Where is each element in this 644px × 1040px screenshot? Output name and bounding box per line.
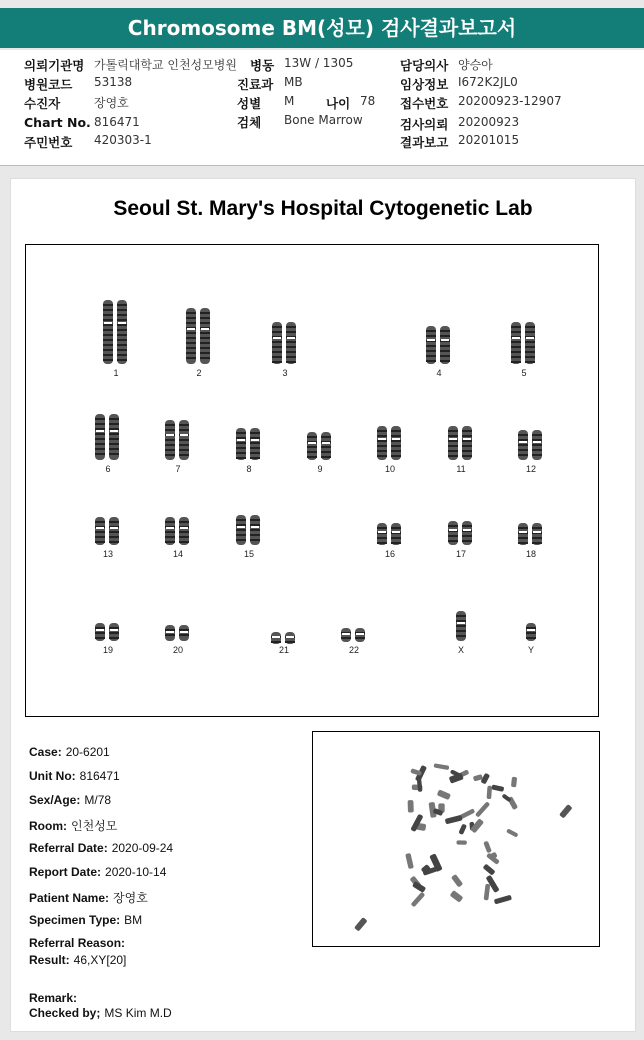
chromosome-pair-5 bbox=[509, 322, 539, 364]
report-date-value: 2020-10-14 bbox=[105, 865, 167, 879]
sexage-value: M/78 bbox=[84, 793, 112, 807]
chromosome-label: 1 bbox=[113, 368, 119, 378]
test-request-label: 검사의뢰 bbox=[400, 117, 449, 132]
metaphase-chromosome bbox=[494, 895, 512, 905]
chromosome-pair-22 bbox=[339, 627, 369, 641]
referral-date-label: Referral Date: bbox=[29, 841, 108, 855]
result-line bbox=[29, 953, 126, 967]
sex-value: M bbox=[284, 94, 295, 108]
chromosome-pair-20 bbox=[163, 625, 193, 641]
patient-name-line bbox=[29, 889, 148, 906]
chromosome-label: 16 bbox=[384, 549, 395, 559]
room-value: 인천성모 bbox=[71, 819, 118, 833]
metaphase-chromosome bbox=[491, 784, 504, 791]
metaphase-chromosome bbox=[456, 840, 466, 844]
remark-label: Remark: bbox=[29, 991, 78, 1005]
chromosome-label: 20 bbox=[172, 645, 183, 655]
chromosome-label: 22 bbox=[348, 645, 359, 655]
metaphase-chromosome bbox=[445, 815, 463, 825]
referral-date-line bbox=[29, 841, 173, 855]
ward-value: 13W / 1305 bbox=[284, 56, 354, 70]
checked-value: MS Kim M.D bbox=[104, 1006, 172, 1020]
checked-label: Checked by; bbox=[29, 1006, 101, 1020]
chromosome-pair-16 bbox=[375, 523, 405, 545]
dept-label: 진료과 bbox=[237, 77, 274, 92]
chromosome-label: 7 bbox=[175, 464, 181, 474]
chromosome-label: 19 bbox=[102, 645, 113, 655]
patient-name-label: Patient Name: bbox=[29, 891, 110, 905]
case-value: 20-6201 bbox=[65, 745, 110, 759]
chromosome-label: 2 bbox=[196, 368, 202, 378]
chromosome-pair-18 bbox=[516, 523, 546, 545]
specimen-type-label: Specimen Type: bbox=[29, 913, 121, 927]
cytogenetic-report bbox=[10, 178, 636, 1032]
chromosome-pair-12 bbox=[516, 430, 546, 460]
chromosome-pair-2 bbox=[184, 308, 214, 364]
chromosome-pair-19 bbox=[93, 623, 123, 641]
metaphase-chromosome bbox=[458, 824, 467, 835]
chart-no-label: Chart No. bbox=[24, 115, 91, 130]
lab-title: Seoul St. Mary's Hospital Cytogenetic Lab bbox=[113, 197, 533, 220]
metaphase-chromosome bbox=[405, 853, 414, 869]
chromosome-label: 10 bbox=[384, 464, 395, 474]
remark-line bbox=[29, 991, 77, 1005]
metaphase-chromosome bbox=[408, 800, 414, 813]
metaphase-chromosome bbox=[483, 864, 496, 876]
metaphase-chromosome bbox=[487, 786, 493, 800]
report-title: Chromosome BM(성모) 검사결과보고서 bbox=[0, 8, 644, 48]
requesting-org-label: 의뢰기관명 bbox=[24, 58, 85, 73]
patient-info-panel bbox=[0, 50, 644, 166]
chromosome-pair-1 bbox=[101, 300, 131, 364]
dept-value: MB bbox=[284, 75, 303, 89]
chromosome-label: 12 bbox=[525, 464, 536, 474]
test-request-value: 20200923 bbox=[458, 115, 520, 129]
chromosome-pair-3 bbox=[270, 322, 300, 364]
case-line bbox=[29, 745, 110, 759]
receipt-no-label: 접수번호 bbox=[400, 96, 449, 111]
chromosome-label: 6 bbox=[105, 464, 111, 474]
metaphase-chromosome bbox=[475, 801, 490, 817]
chromosome-pair-6 bbox=[93, 414, 123, 460]
chromosome-pair-8 bbox=[234, 428, 264, 460]
patient-name-value: 장영호 bbox=[113, 891, 148, 905]
case-label: Case: bbox=[29, 745, 62, 759]
chromosome-label: 18 bbox=[525, 549, 536, 559]
specimen-value: Bone Marrow bbox=[284, 113, 363, 127]
chromosome-pair-15 bbox=[234, 515, 264, 545]
chromosome-pair-17 bbox=[446, 521, 476, 545]
metaphase-chromosome bbox=[411, 892, 426, 908]
clinical-info-label: 임상정보 bbox=[400, 77, 449, 92]
recipient-label: 수진자 bbox=[24, 96, 61, 111]
result-report-value: 20201015 bbox=[458, 133, 520, 147]
sexage-line bbox=[29, 793, 111, 807]
karyotype-panel bbox=[25, 244, 599, 717]
referral-date-value: 2020-09-24 bbox=[111, 841, 174, 855]
chromosome-label: 4 bbox=[436, 368, 442, 378]
doctor-label: 담당의사 bbox=[400, 58, 449, 73]
chromosome-label: 9 bbox=[317, 464, 323, 474]
chromosome-pair-11 bbox=[446, 426, 476, 460]
referral-reason-label: Referral Reason: bbox=[29, 936, 126, 950]
specimen-type-value: BM bbox=[124, 913, 143, 927]
hospital-code-label: 병원코드 bbox=[24, 77, 73, 92]
chromosome-label: 15 bbox=[243, 549, 254, 559]
age-label: 나이 bbox=[326, 96, 351, 111]
room-label: Room: bbox=[29, 819, 67, 833]
chromosome-label: 21 bbox=[278, 645, 289, 655]
sex-label: 성별 bbox=[237, 96, 262, 111]
unit-line bbox=[29, 769, 120, 783]
chromosome-pair-21 bbox=[269, 629, 299, 641]
doctor-value: 양승아 bbox=[458, 58, 493, 72]
receipt-no-value: 20200923-12907 bbox=[458, 94, 562, 108]
chromosome-pair-10 bbox=[375, 426, 405, 460]
metaphase-chromosome bbox=[506, 828, 518, 837]
metaphase-chromosome bbox=[483, 841, 492, 854]
report-date-label: Report Date: bbox=[29, 865, 102, 879]
chromosome-label: 14 bbox=[172, 549, 183, 559]
age-value: 78 bbox=[360, 94, 376, 108]
metaphase-chromosome bbox=[450, 890, 464, 903]
metaphase-chromosome bbox=[437, 789, 451, 800]
chromosome-label: 11 bbox=[456, 464, 466, 474]
metaphase-chromosome bbox=[559, 804, 573, 819]
metaphase-spread bbox=[313, 732, 599, 946]
result-label: Result: bbox=[29, 953, 70, 967]
chromosome-pair-4 bbox=[424, 326, 454, 364]
metaphase-image bbox=[312, 731, 600, 947]
resident-no-label: 주민번호 bbox=[24, 135, 73, 150]
referral-reason-line bbox=[29, 936, 125, 950]
sexage-label: Sex/Age: bbox=[29, 793, 81, 807]
specimen-type-line bbox=[29, 913, 142, 927]
chromosome-label: X bbox=[457, 645, 464, 655]
metaphase-chromosome bbox=[484, 884, 491, 901]
chromosome-label: 8 bbox=[246, 464, 252, 474]
chart-no-value: 816471 bbox=[94, 115, 140, 129]
result-value: 46,XY[20] bbox=[73, 953, 127, 967]
metaphase-chromosome bbox=[434, 763, 450, 770]
chromosome-pair-9 bbox=[305, 432, 335, 460]
chromosome-pair-13 bbox=[93, 517, 123, 545]
result-report-label: 결과보고 bbox=[400, 135, 449, 150]
chromosome-pair-7 bbox=[163, 420, 193, 460]
unit-label: Unit No: bbox=[29, 769, 76, 783]
chromosome-label: Y bbox=[527, 645, 534, 655]
metaphase-chromosome bbox=[354, 917, 368, 932]
checked-line bbox=[29, 1006, 172, 1020]
metaphase-chromosome bbox=[511, 777, 517, 788]
requesting-org-value: 가톨릭대학교 인천성모병원 bbox=[94, 58, 237, 72]
metaphase-chromosome bbox=[451, 874, 463, 888]
chromosome-pair-x bbox=[455, 611, 467, 641]
clinical-info-value: I672K2JL0 bbox=[458, 75, 518, 89]
chromosome-label: 17 bbox=[455, 549, 466, 559]
report-date-line bbox=[29, 865, 166, 879]
chromosome-pair-y bbox=[525, 623, 537, 641]
hospital-code-value: 53138 bbox=[94, 75, 133, 89]
ward-label: 병동 bbox=[250, 58, 275, 73]
chromosome-label: 5 bbox=[521, 368, 527, 378]
recipient-value: 장영호 bbox=[94, 96, 129, 110]
specimen-label: 검체 bbox=[237, 115, 262, 130]
room-line bbox=[29, 817, 117, 834]
unit-value: 816471 bbox=[79, 769, 120, 783]
chromosome-pair-14 bbox=[163, 517, 193, 545]
chromosome-label: 13 bbox=[102, 549, 113, 559]
chromosome-label: 3 bbox=[282, 368, 288, 378]
resident-no-value: 420303-1 bbox=[94, 133, 152, 147]
